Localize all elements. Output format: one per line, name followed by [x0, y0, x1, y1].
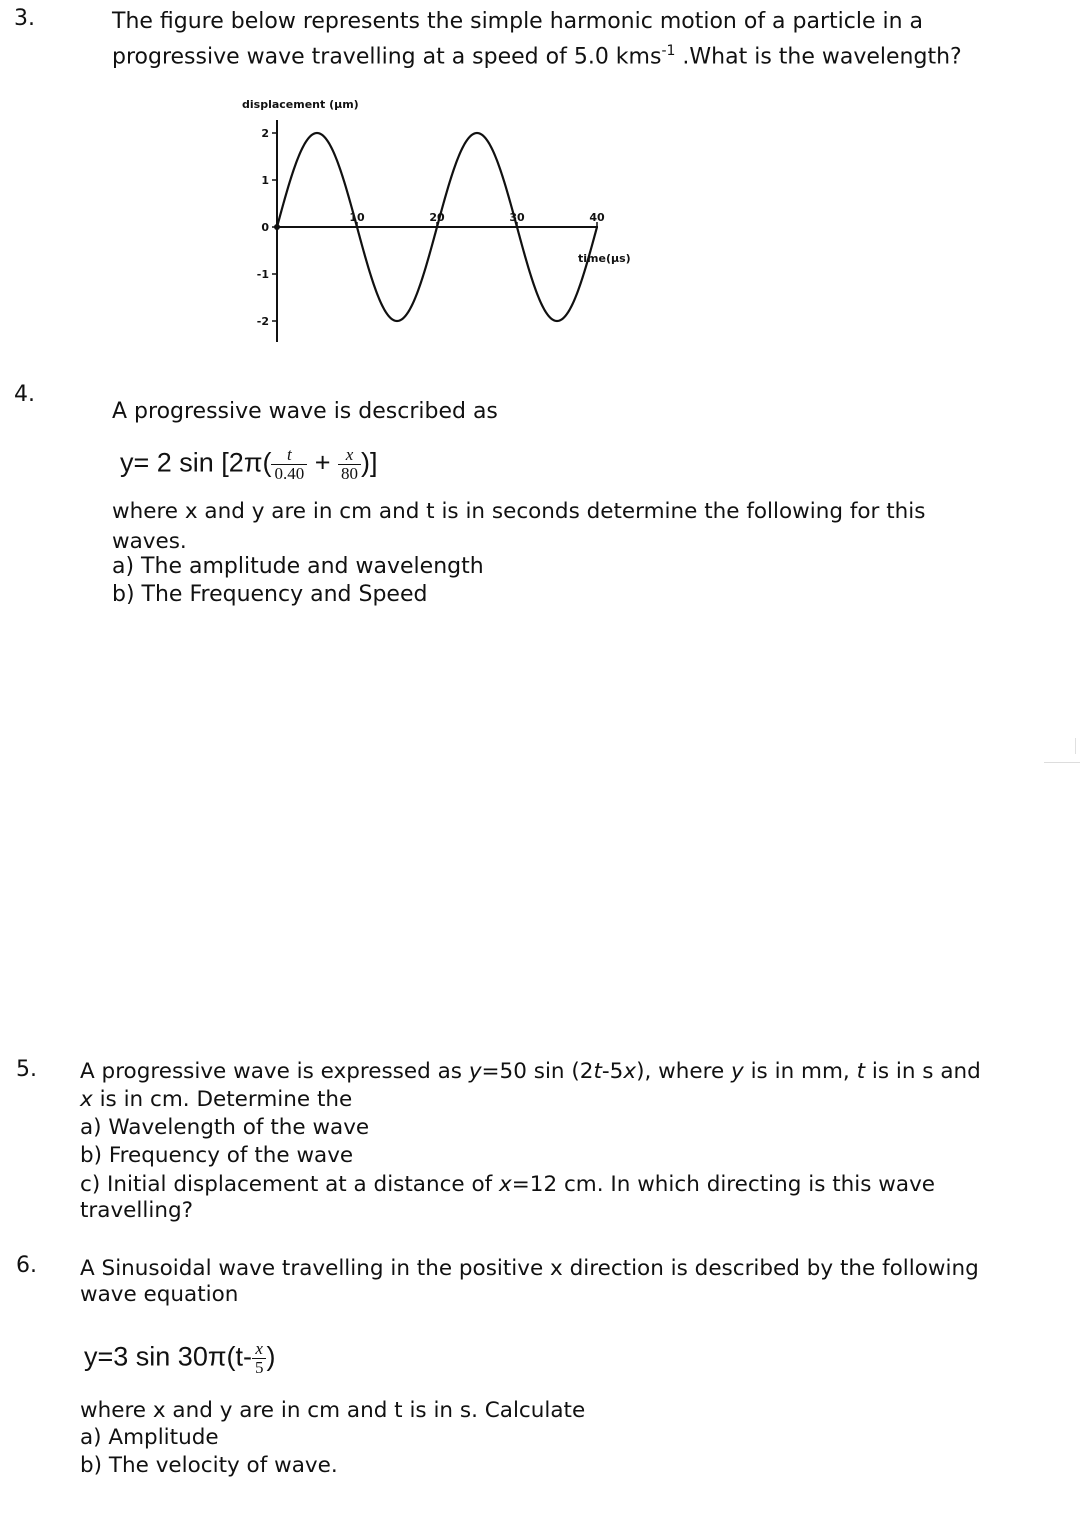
q4-eq-end: )] [360, 447, 378, 478]
q5-l1-b: =50 sin (2 [481, 1059, 594, 1084]
q5-l1-y2: y [731, 1059, 744, 1084]
x-tick-label: 20 [429, 211, 445, 224]
question-number-6: 6. [16, 1253, 37, 1278]
x-tick-label: 40 [589, 211, 605, 224]
q3-line-2-end: .What is the wavelength? [675, 44, 962, 70]
q5-l1-x: x [623, 1059, 637, 1084]
q6-eq-frac-den: 5 [252, 1358, 267, 1377]
q3-line-2-text: progressive wave travelling at a speed of 5.0 kms [112, 44, 662, 70]
q4-eq-frac2-num: x [345, 445, 354, 464]
q5-part-c-b: =12 cm. In which directing is this wave [511, 1172, 936, 1197]
origin-dot [274, 224, 280, 230]
question-number-5: 5. [16, 1057, 37, 1082]
q5-l2-x: x [80, 1087, 93, 1112]
q3-line-2 [112, 37, 962, 71]
q5-l1-t: t [593, 1059, 602, 1084]
q5-line-2 [80, 1086, 352, 1114]
q5-part-a: a) Wavelength of the wave [80, 1115, 370, 1140]
q4-equation [120, 446, 377, 483]
q4-eq-plus: + [307, 447, 338, 478]
q5-l1-a: A progressive wave is expressed as [80, 1059, 469, 1084]
q4-eq-fraction-x [338, 446, 361, 483]
y-axis-label: displacement (μm) [242, 98, 359, 111]
y-tick-label: 1 [261, 174, 269, 187]
question-number-3: 3. [14, 6, 35, 31]
x-tick-label: 30 [509, 211, 525, 224]
q3-wave-graph [0, 80, 1080, 440]
q4-line-2: where x and y are in cm and t is in seconds determine the following for this [112, 499, 926, 524]
scan-mark [1075, 738, 1076, 754]
q5-l1-f: is in s and [865, 1059, 981, 1084]
y-tick-label: 2 [261, 127, 269, 140]
q3-line-1: The figure below represents the simple harmonic motion of a particle in a [112, 9, 924, 34]
q5-part-b: b) Frequency of the wave [80, 1143, 354, 1168]
question-number-4: 4. [14, 382, 35, 407]
q5-l1-t2: t [856, 1059, 866, 1084]
q4-part-b: b) The Frequency and Speed [112, 582, 428, 607]
q6-eq-fraction [252, 1340, 267, 1377]
q4-eq-frac2-den: 80 [338, 464, 361, 483]
q5-l1-e: is in mm, [743, 1059, 857, 1084]
q4-eq-frac1-num: t [286, 445, 292, 464]
q5-line-1 [80, 1058, 981, 1086]
y-ticks [257, 127, 277, 328]
q4-eq-frac1-den: 0.40 [271, 464, 307, 483]
x-axis-label: time(μs) [578, 252, 631, 265]
q4-part-a: a) The amplitude and wavelength [112, 554, 484, 579]
y-tick-label: -2 [256, 315, 269, 328]
q6-line-1: A Sinusoidal wave travelling in the positive x direction is described by the following [80, 1256, 979, 1281]
q6-equation [84, 1340, 275, 1377]
y-tick-label: 0 [261, 221, 269, 234]
q5-part-c [80, 1171, 935, 1199]
q5-l1-y: y [468, 1059, 482, 1084]
q6-line-2: wave equation [80, 1282, 239, 1307]
q5-l1-d: ), where [636, 1059, 732, 1084]
y-tick-label: -1 [256, 268, 269, 281]
x-ticks [349, 211, 605, 227]
q6-part-b: b) The velocity of wave. [80, 1453, 338, 1478]
q5-part-c-line-2: travelling? [80, 1198, 194, 1223]
q4-eq-start: y= 2 sin [2π( [120, 447, 272, 478]
q6-eq-start: y=3 sin 30π(t- [84, 1341, 252, 1372]
q6-eq-frac-num: x [255, 1339, 263, 1358]
q6-eq-end: ) [266, 1341, 276, 1372]
q6-line-3: where x and y are in cm and t is in s. Calculate [80, 1398, 586, 1423]
q3-line-2-superscript: -1 [661, 43, 676, 59]
q5-l2-rest: is in cm. Determine the [92, 1087, 353, 1112]
q6-part-a: a) Amplitude [80, 1425, 219, 1450]
q4-eq-fraction-t [271, 446, 307, 483]
q5-part-c-x: x [499, 1172, 512, 1197]
q5-part-c-a: c) Initial displacement at a distance of [80, 1172, 500, 1197]
q4-line-1: A progressive wave is described as [112, 399, 498, 424]
q4-line-3: waves. [112, 529, 187, 554]
q5-l1-c: -5 [601, 1059, 624, 1084]
x-tick-label: 10 [349, 211, 365, 224]
scan-line [1044, 762, 1080, 763]
